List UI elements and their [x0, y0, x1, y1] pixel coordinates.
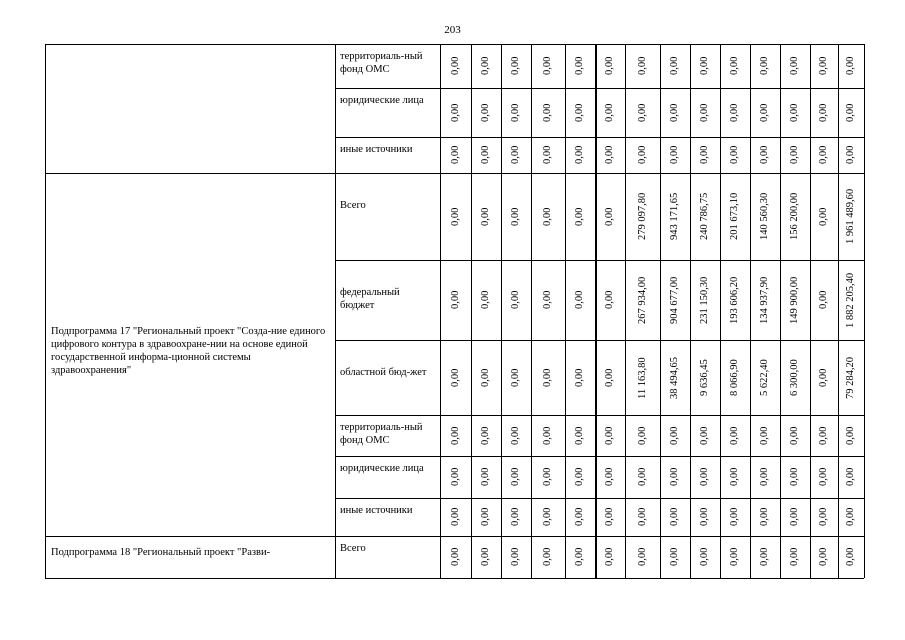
amount-cell: 0,00 — [480, 290, 491, 309]
amount-cell: 0,00 — [449, 547, 461, 566]
funding-source-label: Всего — [340, 200, 366, 211]
amount-cell: 0,00 — [845, 145, 856, 164]
amount-cell: 0,00 — [449, 368, 461, 387]
amount-cell: 0,00 — [542, 145, 553, 164]
funding-source-label: Всего — [340, 543, 366, 554]
amount-cell: 0,00 — [604, 368, 615, 387]
amount-cell: 156 200,00 — [789, 192, 800, 240]
amount-cell: 0,00 — [789, 547, 800, 566]
amount-cell: 0,00 — [699, 426, 710, 445]
amount-cell: 9 636,45 — [699, 359, 710, 396]
amount-cell: 0,00 — [669, 547, 680, 566]
amount-cell: 0,00 — [480, 56, 491, 75]
amount-cell: 0,00 — [480, 207, 491, 226]
amount-cell: 0,00 — [669, 103, 680, 122]
amount-cell: 0,00 — [845, 426, 856, 445]
row-border — [335, 340, 864, 341]
amount-cell: 0,00 — [604, 56, 615, 75]
amount-cell: 0,00 — [574, 145, 585, 164]
amount-cell: 0,00 — [510, 290, 521, 309]
amount-cell: 0,00 — [574, 547, 585, 566]
amount-cell: 0,00 — [449, 467, 461, 486]
amount-cell: 0,00 — [480, 368, 491, 387]
amount-cell: 0,00 — [510, 547, 521, 566]
amount-cell: 149 900,00 — [789, 276, 800, 324]
amount-cell: 0,00 — [759, 56, 770, 75]
amount-cell: 0,00 — [574, 56, 585, 75]
amount-cell: 0,00 — [510, 426, 521, 445]
row-border — [335, 456, 864, 457]
amount-cell: 0,00 — [510, 467, 521, 486]
amount-cell: 0,00 — [789, 426, 800, 445]
amount-cell: 0,00 — [669, 426, 680, 445]
amount-cell: 0,00 — [574, 426, 585, 445]
amount-cell: 0,00 — [574, 507, 585, 526]
row-border — [335, 137, 864, 138]
amount-cell: 0,00 — [845, 467, 856, 486]
amount-cell: 140 560,30 — [759, 192, 770, 240]
amount-cell: 0,00 — [818, 426, 829, 445]
amount-cell: 0,00 — [669, 145, 680, 164]
row-border — [335, 415, 864, 416]
row-border — [45, 536, 864, 537]
amount-cell: 0,00 — [789, 467, 800, 486]
amount-cell: 0,00 — [604, 547, 615, 566]
amount-cell: 0,00 — [604, 426, 615, 445]
amount-cell: 79 284,20 — [845, 356, 856, 399]
amount-cell: 0,00 — [729, 145, 740, 164]
amount-cell: 0,00 — [759, 467, 770, 486]
amount-cell: 0,00 — [818, 207, 829, 226]
amount-cell: 0,00 — [729, 467, 740, 486]
amount-cell: 0,00 — [480, 426, 491, 445]
amount-cell: 11 163,80 — [636, 356, 648, 399]
program-title: Подпрограмма 18 "Региональный проект "Разви- — [51, 547, 271, 558]
amount-cell: 0,00 — [449, 145, 461, 164]
amount-cell: 0,00 — [449, 426, 461, 445]
row-border — [335, 260, 864, 261]
amount-cell: 0,00 — [789, 145, 800, 164]
amount-cell: 0,00 — [818, 507, 829, 526]
amount-cell: 0,00 — [636, 145, 648, 164]
funding-source-label: областной бюд-жет — [340, 367, 427, 378]
amount-cell: 0,00 — [789, 507, 800, 526]
amount-cell: 279 097,80 — [636, 192, 648, 240]
amount-cell: 0,00 — [574, 467, 585, 486]
amount-cell: 0,00 — [845, 547, 856, 566]
amount-cell: 0,00 — [759, 547, 770, 566]
amount-cell: 0,00 — [636, 103, 648, 122]
amount-cell: 0,00 — [699, 467, 710, 486]
funding-source-label: юридические лица — [340, 463, 424, 474]
amount-cell: 0,00 — [729, 56, 740, 75]
amount-cell: 0,00 — [480, 547, 491, 566]
amount-cell: 0,00 — [729, 507, 740, 526]
amount-cell: 0,00 — [510, 103, 521, 122]
amount-cell: 231 150,30 — [699, 276, 710, 324]
amount-cell: 0,00 — [636, 56, 648, 75]
budget-table — [45, 44, 864, 578]
row-border — [335, 498, 864, 499]
program-title: Подпрограмма 17 "Региональный проект "Созда-ние единого цифрового контура в здравоохране-нии на основе единой государственной информа-ционной системы здравоохранения" — [51, 325, 326, 376]
amount-cell: 0,00 — [636, 507, 648, 526]
amount-cell: 0,00 — [604, 103, 615, 122]
amount-cell: 0,00 — [729, 103, 740, 122]
amount-cell: 0,00 — [542, 368, 553, 387]
row-border — [335, 88, 864, 89]
page-number: 203 — [444, 24, 461, 36]
amount-cell: 0,00 — [510, 207, 521, 226]
amount-cell: 0,00 — [480, 467, 491, 486]
amount-cell: 0,00 — [449, 103, 461, 122]
amount-cell: 0,00 — [604, 207, 615, 226]
amount-cell: 0,00 — [789, 103, 800, 122]
amount-cell: 904 677,00 — [669, 276, 680, 324]
row-border — [45, 578, 864, 579]
amount-cell: 0,00 — [669, 507, 680, 526]
amount-cell: 0,00 — [729, 547, 740, 566]
funding-source-label: иные источники — [340, 505, 413, 516]
amount-cell: 0,00 — [818, 103, 829, 122]
amount-cell: 0,00 — [480, 507, 491, 526]
amount-cell: 201 673,10 — [729, 192, 740, 240]
amount-cell: 0,00 — [759, 507, 770, 526]
amount-cell: 193 606,20 — [729, 276, 740, 324]
amount-cell: 1 882 205,40 — [845, 272, 856, 328]
amount-cell: 0,00 — [542, 207, 553, 226]
amount-cell: 0,00 — [759, 426, 770, 445]
funding-source-label: федеральный бюджет — [340, 287, 400, 311]
funding-source-label: иные источники — [340, 144, 413, 155]
amount-cell: 0,00 — [542, 467, 553, 486]
row-border — [45, 44, 864, 45]
amount-cell: 240 786,75 — [699, 192, 710, 240]
amount-cell: 0,00 — [449, 290, 461, 309]
amount-cell: 0,00 — [699, 103, 710, 122]
amount-cell: 0,00 — [729, 426, 740, 445]
amount-cell: 0,00 — [669, 56, 680, 75]
row-border — [45, 173, 864, 174]
amount-cell: 0,00 — [818, 290, 829, 309]
amount-cell: 0,00 — [542, 290, 553, 309]
amount-cell: 0,00 — [542, 547, 553, 566]
amount-cell: 0,00 — [574, 290, 585, 309]
amount-cell: 0,00 — [818, 467, 829, 486]
amount-cell: 0,00 — [604, 467, 615, 486]
amount-cell: 0,00 — [818, 547, 829, 566]
amount-cell: 0,00 — [818, 56, 829, 75]
amount-cell: 0,00 — [845, 103, 856, 122]
amount-cell: 134 937,90 — [759, 276, 770, 324]
amount-cell: 5 622,40 — [759, 359, 770, 396]
amount-cell: 0,00 — [604, 290, 615, 309]
amount-cell: 0,00 — [845, 507, 856, 526]
amount-cell: 0,00 — [542, 56, 553, 75]
amount-cell: 0,00 — [699, 145, 710, 164]
amount-cell: 0,00 — [449, 56, 461, 75]
amount-cell: 0,00 — [480, 103, 491, 122]
amount-cell: 0,00 — [818, 368, 829, 387]
amount-cell: 0,00 — [574, 368, 585, 387]
amount-cell: 0,00 — [699, 507, 710, 526]
amount-cell: 0,00 — [699, 547, 710, 566]
funding-source-label: территориаль-ный фонд ОМС — [340, 51, 423, 75]
amount-cell: 0,00 — [759, 145, 770, 164]
amount-cell: 0,00 — [510, 145, 521, 164]
amount-cell: 0,00 — [669, 467, 680, 486]
amount-cell: 0,00 — [845, 56, 856, 75]
amount-cell: 0,00 — [449, 207, 461, 226]
amount-cell: 0,00 — [449, 507, 461, 526]
column-border — [45, 44, 46, 578]
amount-cell: 0,00 — [699, 56, 710, 75]
amount-cell: 0,00 — [510, 56, 521, 75]
amount-cell: 0,00 — [636, 547, 648, 566]
amount-cell: 0,00 — [542, 426, 553, 445]
amount-cell: 1 961 489,60 — [845, 188, 856, 244]
amount-cell: 0,00 — [574, 207, 585, 226]
amount-cell: 8 066,90 — [729, 359, 740, 396]
amount-cell: 0,00 — [759, 103, 770, 122]
amount-cell: 0,00 — [636, 426, 648, 445]
amount-cell: 0,00 — [636, 467, 648, 486]
amount-cell: 0,00 — [480, 145, 491, 164]
amount-cell: 0,00 — [818, 145, 829, 164]
amount-cell: 6 300,00 — [789, 359, 800, 396]
funding-source-label: юридические лица — [340, 95, 424, 106]
amount-cell: 0,00 — [510, 368, 521, 387]
amount-cell: 943 171,65 — [669, 192, 680, 240]
funding-source-label: территориаль-ный фонд ОМС — [340, 422, 423, 446]
amount-cell: 0,00 — [542, 507, 553, 526]
amount-cell: 0,00 — [789, 56, 800, 75]
amount-cell: 0,00 — [542, 103, 553, 122]
amount-cell: 0,00 — [604, 507, 615, 526]
amount-cell: 0,00 — [604, 145, 615, 164]
column-border — [864, 44, 865, 578]
amount-cell: 0,00 — [574, 103, 585, 122]
amount-cell: 38 494,65 — [669, 356, 680, 399]
amount-cell: 0,00 — [510, 507, 521, 526]
amount-cell: 267 934,00 — [636, 276, 648, 324]
